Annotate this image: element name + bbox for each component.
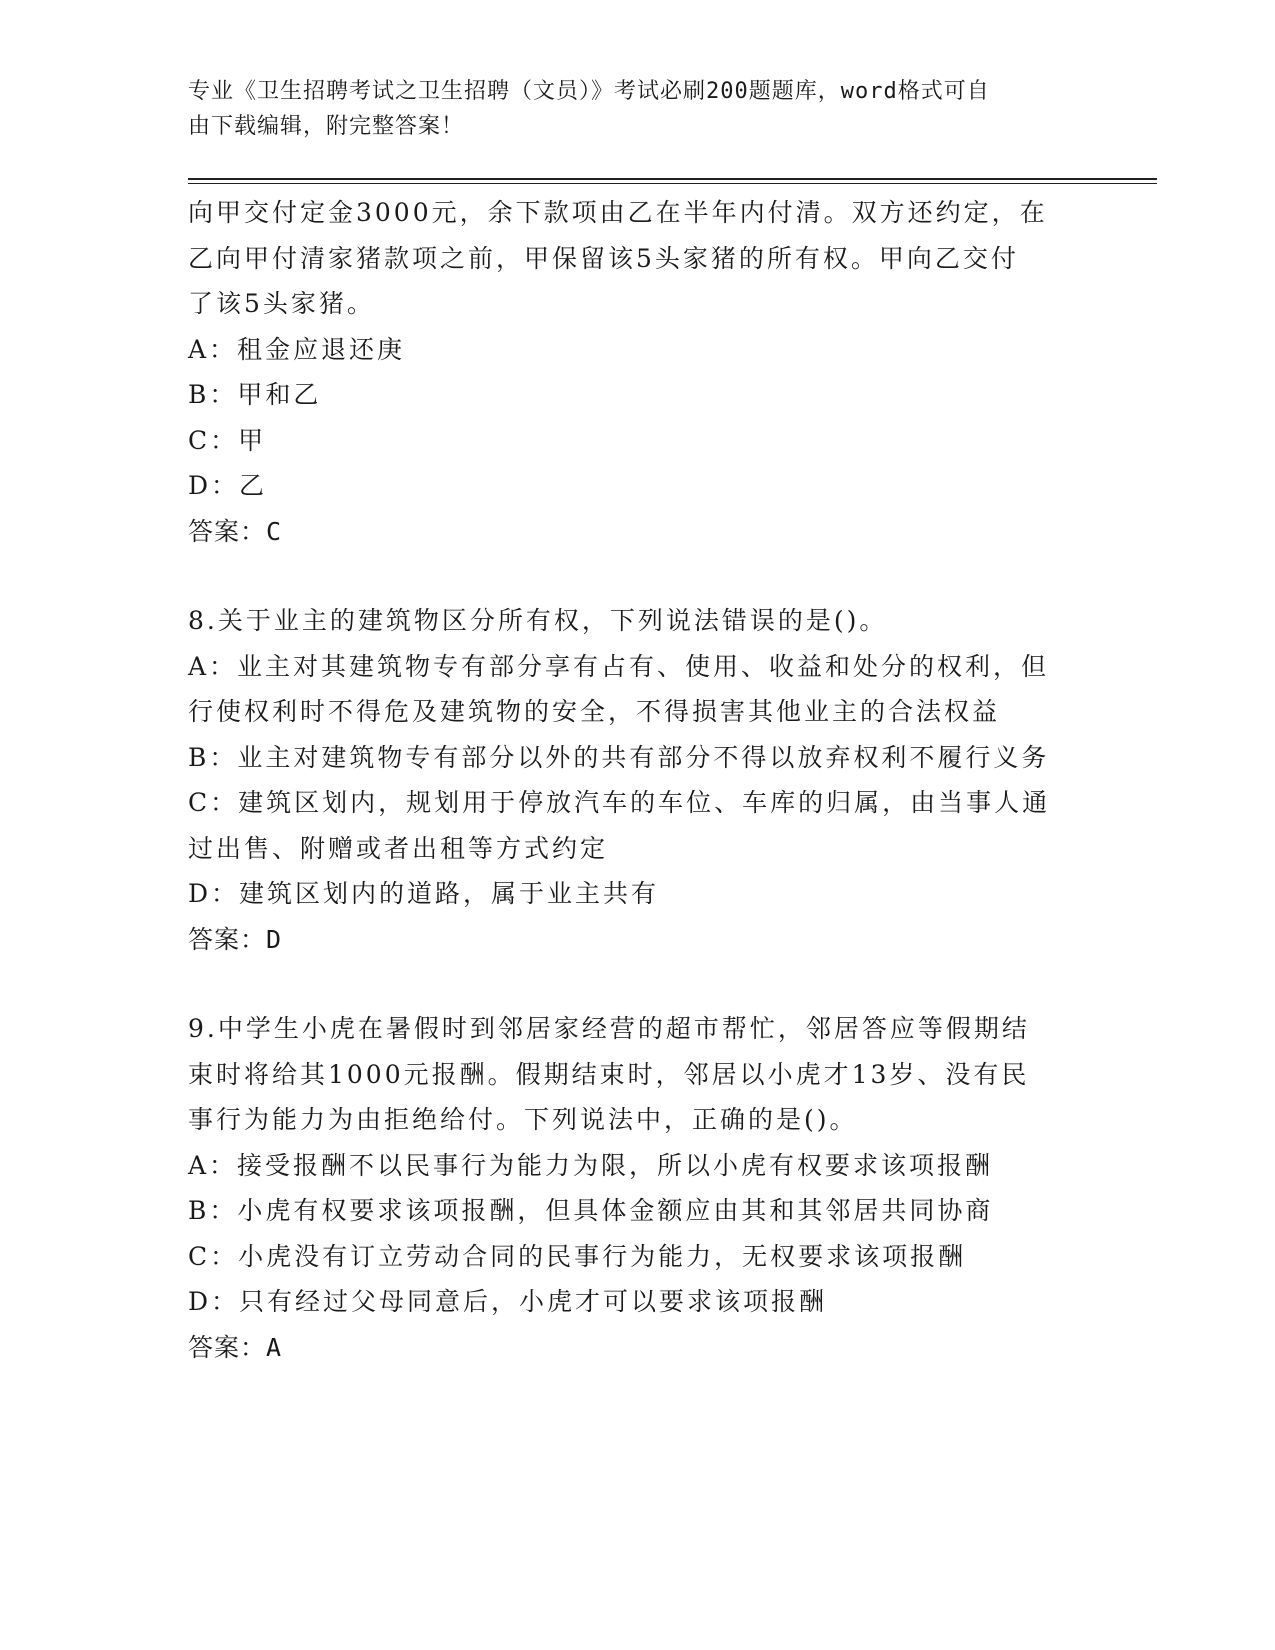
question-9-option-b: B：小虎有权要求该项报酬，但具体金额应由其和其邻居共同协商 [188, 1196, 994, 1225]
question-8-option-a-line-2: 行使权利时不得危及建筑物的安全，不得损害其他业主的合法权益 [188, 697, 1001, 726]
answer-value: C [266, 516, 283, 546]
question-7-stem-line-1: 向甲交付定金3000元，余下款项由乙在半年内付清。双方还约定，在 [188, 198, 1048, 227]
question-8-option-c-line-1: C：建筑区划内，规划用于停放汽车的车位、车库的归属，由当事人通 [188, 788, 1051, 817]
question-8-option-d: D：建筑区划内的道路，属于业主共有 [188, 879, 660, 908]
question-9-stem-line-1: 9.中学生小虎在暑假时到邻居家经营的超市帮忙，邻居答应等假期结 [188, 1014, 1030, 1043]
question-8-option-b: B：业主对建筑物专有部分以外的共有部分不得以放弃权利不履行义务 [188, 742, 1050, 772]
question-spacer [188, 554, 1068, 598]
question-9 [188, 1006, 1068, 1370]
answer-label: 答案： [188, 516, 267, 546]
question-7 [188, 190, 1068, 554]
question-7-option-b: B：甲和乙 [188, 380, 322, 409]
answer-value: A [266, 1332, 283, 1362]
header-divider [188, 178, 1157, 184]
question-spacer [188, 962, 1068, 1006]
header-line-1: 专业《卫生招聘考试之卫生招聘（文员）》考试必刷200题题库，word格式可自 [188, 79, 990, 104]
question-8-answer [188, 917, 1068, 963]
question-9-option-a: A：接受报酬不以民事行为能力为限，所以小虎有权要求该项报酬 [188, 1150, 994, 1180]
document-header [188, 74, 1068, 144]
answer-label: 答案： [188, 1332, 267, 1362]
question-7-option-c: C：甲 [188, 425, 267, 455]
answer-value: D [266, 924, 283, 954]
question-7-stem-line-2: 乙向甲付清家猪款项之前，甲保留该5头家猪的所有权。甲向乙交付 [188, 243, 1019, 273]
answer-label: 答案： [188, 924, 267, 954]
question-8 [188, 598, 1068, 962]
question-9-option-c: C：小虎没有订立劳动合同的民事行为能力，无权要求该项报酬 [188, 1241, 967, 1271]
question-8-option-a-line-1: A：业主对其建筑物专有部分享有占有、使用、收益和处分的权利，但 [188, 651, 1050, 681]
question-7-option-a: A：租金应退还庚 [188, 334, 406, 364]
header-line-2: 由下载编辑，附完整答案！ [188, 114, 465, 139]
question-8-option-c-line-2: 过出售、附赠或者出租等方式约定 [188, 833, 609, 863]
question-9-stem-line-2: 束时将给其1000元报酬。假期结束时，邻居以小虎才13岁、没有民 [188, 1059, 1030, 1089]
question-7-option-d: D：乙 [188, 471, 268, 500]
question-7-answer [188, 509, 1068, 555]
question-9-stem-line-3: 事行为能力为由拒绝给付。下列说法中，正确的是()。 [188, 1105, 858, 1134]
question-9-answer [188, 1325, 1068, 1371]
question-8-stem: 8.关于业主的建筑物区分所有权，下列说法错误的是()。 [188, 606, 888, 635]
question-content [188, 190, 1068, 1370]
question-7-stem-line-3: 了该5头家猪。 [188, 289, 375, 318]
question-9-option-d: D：只有经过父母同意后，小虎才可以要求该项报酬 [188, 1287, 828, 1316]
